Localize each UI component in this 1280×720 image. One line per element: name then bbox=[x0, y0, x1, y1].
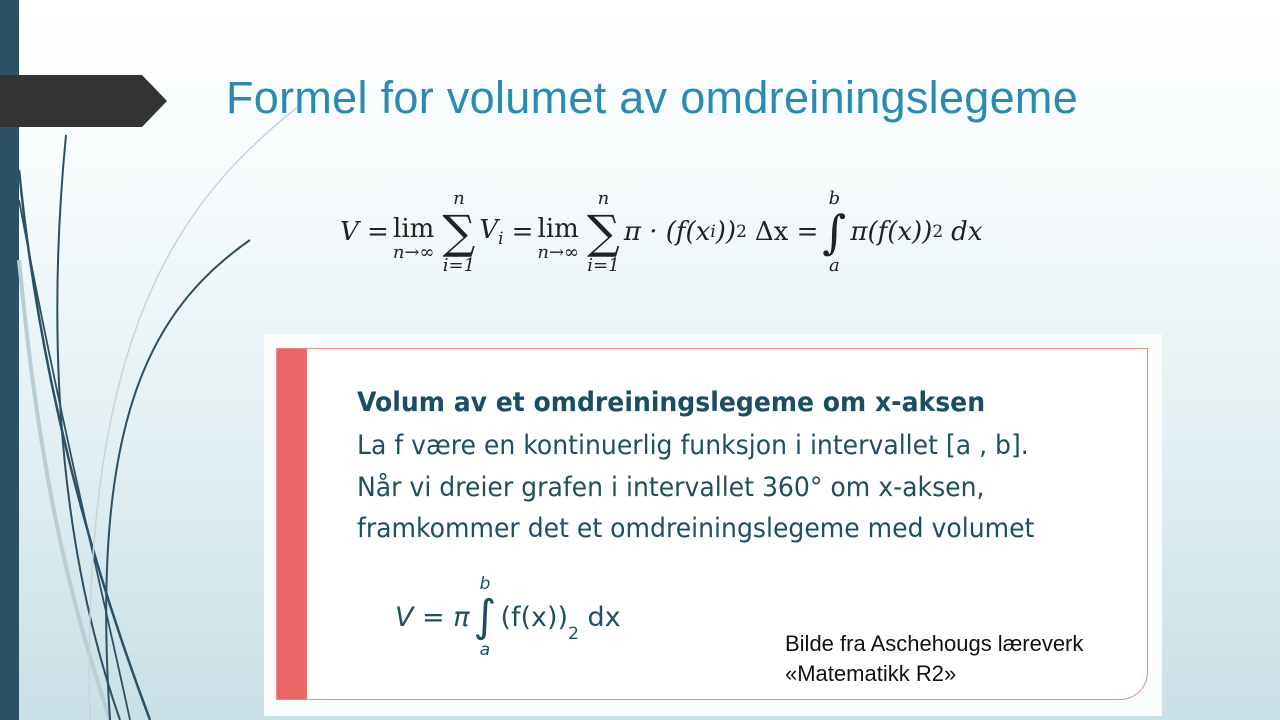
int-bottom: a bbox=[829, 255, 840, 276]
v-i-sub: i bbox=[498, 229, 504, 250]
sum-bottom: i=1 bbox=[587, 255, 620, 276]
credit-line-2: «Matematikk R2» bbox=[785, 661, 957, 686]
pi-f-xi: π · (f(x bbox=[623, 217, 711, 247]
textbook-box bbox=[276, 348, 1148, 700]
pi-f-x: π(f(x)) bbox=[850, 217, 933, 247]
box-formula-body: (f(x)) bbox=[500, 601, 569, 633]
slide-title: Formel for volumet av omdreiningslegeme bbox=[226, 72, 1079, 123]
box-int-top: b bbox=[479, 574, 491, 594]
box-square: 2 bbox=[568, 624, 579, 644]
integral bbox=[822, 188, 846, 276]
square: 2 bbox=[736, 222, 747, 242]
box-line-3: framkommer det et omdreiningslegeme med volumet bbox=[357, 513, 1035, 544]
box-formula-lhs: V = π bbox=[395, 601, 470, 633]
lim-sub: n→∞ bbox=[392, 241, 435, 263]
box-heading: Volum av et omdreiningslegeme om x-aksen bbox=[357, 387, 986, 418]
xi-sub: i bbox=[710, 222, 716, 242]
box-line-2: Når vi dreier grafen i intervallet 360° om x-aksen, bbox=[357, 472, 985, 503]
delta-x-eq: Δx = bbox=[754, 217, 819, 247]
square: 2 bbox=[932, 222, 944, 242]
sum-sign: ∑ bbox=[587, 205, 620, 259]
textbook-image bbox=[264, 334, 1162, 716]
lim-text: lim bbox=[393, 213, 435, 244]
sum-2 bbox=[587, 188, 620, 276]
lim-sub: n→∞ bbox=[537, 241, 580, 263]
image-credit bbox=[785, 629, 1083, 689]
limit-1 bbox=[392, 213, 435, 263]
sum-1 bbox=[443, 188, 476, 276]
box-int-bottom: a bbox=[479, 640, 491, 660]
red-accent-bar bbox=[277, 349, 307, 699]
dx: dx bbox=[951, 217, 983, 247]
credit-line-1: Bilde fra Aschehougs læreverk bbox=[785, 631, 1084, 656]
box-int-sign: ∫ bbox=[473, 591, 497, 642]
box-integral bbox=[474, 574, 497, 660]
volume-limit-formula bbox=[340, 172, 982, 292]
lim-text: lim bbox=[537, 213, 579, 244]
sum-top: n bbox=[597, 188, 610, 209]
close-paren: )) bbox=[715, 217, 737, 247]
box-line-1: La f være en kontinuerlig funksjon i intervallet [a , b]. bbox=[357, 430, 1029, 461]
v-i bbox=[479, 215, 503, 249]
box-dx: dx bbox=[578, 601, 621, 633]
sum-top: n bbox=[453, 188, 465, 209]
int-sign: ∫ bbox=[822, 205, 847, 259]
int-top: b bbox=[828, 188, 841, 209]
sum-sign: ∑ bbox=[442, 205, 476, 259]
sum-bottom: i=1 bbox=[442, 255, 476, 276]
limit-2 bbox=[537, 213, 580, 263]
equals: = bbox=[511, 217, 534, 247]
v-i-base: V bbox=[479, 214, 499, 245]
formula-v-eq: V = bbox=[340, 217, 389, 247]
box-formula bbox=[395, 574, 621, 660]
